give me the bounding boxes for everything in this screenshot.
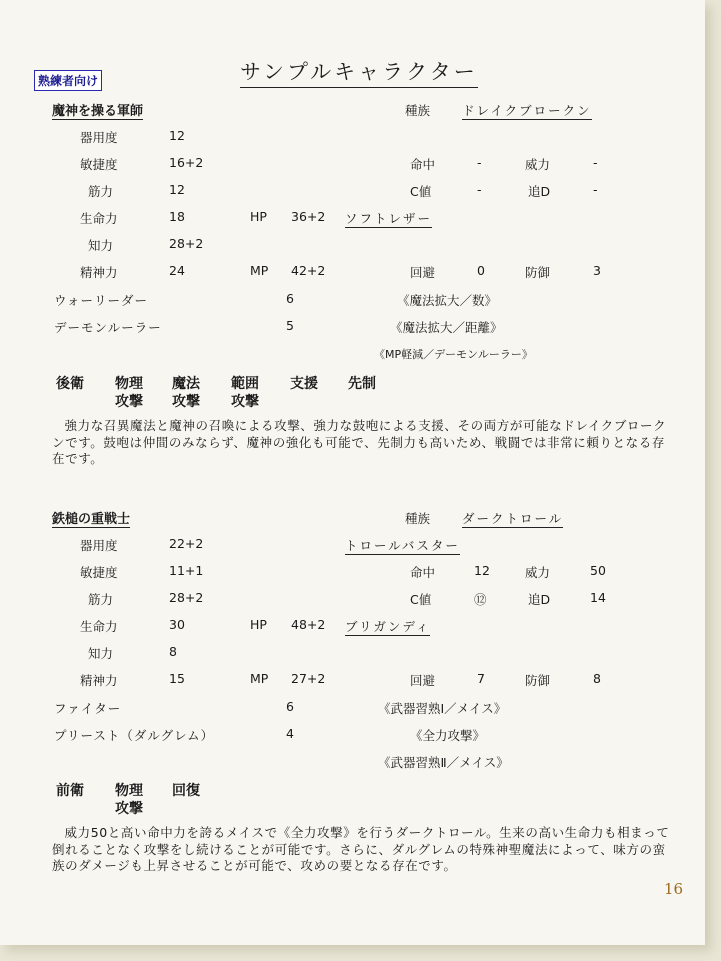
crit-label: C値 bbox=[410, 184, 432, 199]
page-title: サンプルキャラクター bbox=[240, 56, 478, 88]
stat-value: 8 bbox=[169, 644, 177, 659]
page-number: 16 bbox=[664, 880, 684, 898]
mp-value: 42+2 bbox=[291, 263, 326, 278]
stat-value: 16+2 bbox=[169, 155, 204, 170]
damage-value: - bbox=[593, 182, 598, 197]
hit-value: - bbox=[477, 155, 482, 170]
hp-label: HP bbox=[250, 617, 267, 632]
character-name: 鉄槌の重戦士 bbox=[52, 508, 130, 528]
stat-value: 18 bbox=[169, 209, 185, 224]
crit-label: C値 bbox=[410, 592, 432, 607]
feat-name: 《MP軽減／デーモンルーラー》 bbox=[374, 348, 533, 361]
stat-label: 筋力 bbox=[88, 184, 114, 199]
role-tag: 物理 bbox=[115, 783, 143, 799]
power-value: - bbox=[593, 155, 598, 170]
stat-value: 22+2 bbox=[169, 536, 204, 551]
race-label: 種族 bbox=[405, 511, 431, 526]
stat-label: 生命力 bbox=[80, 619, 118, 634]
role-tag: 回復 bbox=[172, 783, 200, 799]
stat-value: 24 bbox=[169, 263, 185, 278]
role-tag: 攻撃 bbox=[172, 394, 200, 410]
stat-label: 器用度 bbox=[80, 538, 118, 553]
feat-name: 《魔法拡大／距離》 bbox=[390, 320, 503, 335]
feat-name: 《武器習熟Ⅰ／メイス》 bbox=[378, 701, 507, 716]
hit-value: 12 bbox=[474, 563, 490, 578]
hp-value: 36+2 bbox=[291, 209, 326, 224]
stat-label: 敏捷度 bbox=[80, 157, 118, 172]
class-level: 6 bbox=[286, 699, 294, 714]
power-label: 威力 bbox=[525, 565, 551, 580]
difficulty-badge: 熟練者向け bbox=[34, 70, 102, 91]
defense-value: 3 bbox=[593, 263, 601, 278]
evade-value: 0 bbox=[477, 263, 485, 278]
role-tag: 攻撃 bbox=[115, 801, 143, 817]
race-value: ダークトロール bbox=[462, 511, 564, 526]
stat-value: 30 bbox=[169, 617, 185, 632]
stat-label: 知力 bbox=[88, 646, 114, 661]
crit-value: ⑫ bbox=[474, 592, 487, 607]
defense-label: 防御 bbox=[525, 265, 551, 280]
hit-label: 命中 bbox=[410, 565, 436, 580]
role-tag: 先制 bbox=[348, 376, 376, 392]
hit-label: 命中 bbox=[410, 157, 436, 172]
mp-label: MP bbox=[250, 671, 269, 686]
race-value: ドレイクブロークン bbox=[462, 103, 592, 118]
stat-label: 生命力 bbox=[80, 211, 118, 226]
stat-value: 28+2 bbox=[169, 590, 204, 605]
evade-value: 7 bbox=[477, 671, 485, 686]
character-description: 威力50と高い命中力を誇るメイスで《全力攻撃》を行うダークトロール。生来の高い生命力も相まって倒れることなく攻撃をし続けることが可能です。さらに、ダルグレムの特殊神聖魔法によって、味方の蛮族のダメージも上昇させることが可能で、攻めの要となる存在です。 bbox=[52, 825, 670, 873]
armor-name: ブリガンディ bbox=[345, 619, 431, 634]
class-level: 5 bbox=[286, 318, 294, 333]
mp-value: 27+2 bbox=[291, 671, 326, 686]
stat-label: 精神力 bbox=[80, 265, 118, 280]
role-tag: 支援 bbox=[290, 376, 318, 392]
feat-name: 《武器習熟Ⅱ／メイス》 bbox=[378, 755, 509, 770]
weapon-name: トロールバスター bbox=[345, 538, 460, 553]
defense-label: 防御 bbox=[525, 673, 551, 688]
feat-name: 《全力攻撃》 bbox=[410, 728, 486, 743]
power-label: 威力 bbox=[525, 157, 551, 172]
stat-value: 28+2 bbox=[169, 236, 204, 251]
power-value: 50 bbox=[590, 563, 606, 578]
mp-label: MP bbox=[250, 263, 269, 278]
character-description: 強力な召異魔法と魔神の召喚による攻撃、強力な鼓咆による支援、その両方が可能なドレイクブロークンです。鼓咆は仲間のみならず、魔神の強化も可能で、先制力も高いため、戦闘では非常に頼りとなる存在です。 bbox=[52, 418, 667, 466]
class-name: ウォーリーダー bbox=[54, 293, 149, 308]
class-name: ファイター bbox=[54, 701, 122, 716]
stat-value: 15 bbox=[169, 671, 185, 686]
defense-value: 8 bbox=[593, 671, 601, 686]
hp-value: 48+2 bbox=[291, 617, 326, 632]
role-tag: 範囲 bbox=[231, 376, 259, 392]
stat-label: 筋力 bbox=[88, 592, 114, 607]
hp-label: HP bbox=[250, 209, 267, 224]
stat-label: 敏捷度 bbox=[80, 565, 118, 580]
role-tag: 後衛 bbox=[56, 376, 84, 392]
stat-value: 12 bbox=[169, 128, 185, 143]
feat-name: 《魔法拡大／数》 bbox=[397, 293, 498, 308]
role-tag: 物理 bbox=[115, 376, 143, 392]
stat-label: 知力 bbox=[88, 238, 114, 253]
class-name: プリースト（ダルグレム） bbox=[54, 728, 215, 743]
stat-label: 精神力 bbox=[80, 673, 118, 688]
evade-label: 回避 bbox=[410, 265, 436, 280]
damage-value: 14 bbox=[590, 590, 606, 605]
crit-value: - bbox=[477, 182, 482, 197]
role-tag: 前衛 bbox=[56, 783, 84, 799]
damage-label: 追D bbox=[528, 184, 551, 199]
evade-label: 回避 bbox=[410, 673, 436, 688]
class-name: デーモンルーラー bbox=[54, 320, 162, 335]
role-tag: 魔法 bbox=[172, 376, 200, 392]
race-label: 種族 bbox=[405, 103, 431, 118]
class-level: 6 bbox=[286, 291, 294, 306]
role-tag: 攻撃 bbox=[115, 394, 143, 410]
stat-value: 11+1 bbox=[169, 563, 204, 578]
character-name: 魔神を操る軍師 bbox=[52, 100, 143, 120]
class-level: 4 bbox=[286, 726, 294, 741]
armor-name: ソフトレザー bbox=[345, 211, 433, 226]
stat-label: 器用度 bbox=[80, 130, 118, 145]
damage-label: 追D bbox=[528, 592, 551, 607]
stat-value: 12 bbox=[169, 182, 185, 197]
role-tag: 攻撃 bbox=[231, 394, 259, 410]
